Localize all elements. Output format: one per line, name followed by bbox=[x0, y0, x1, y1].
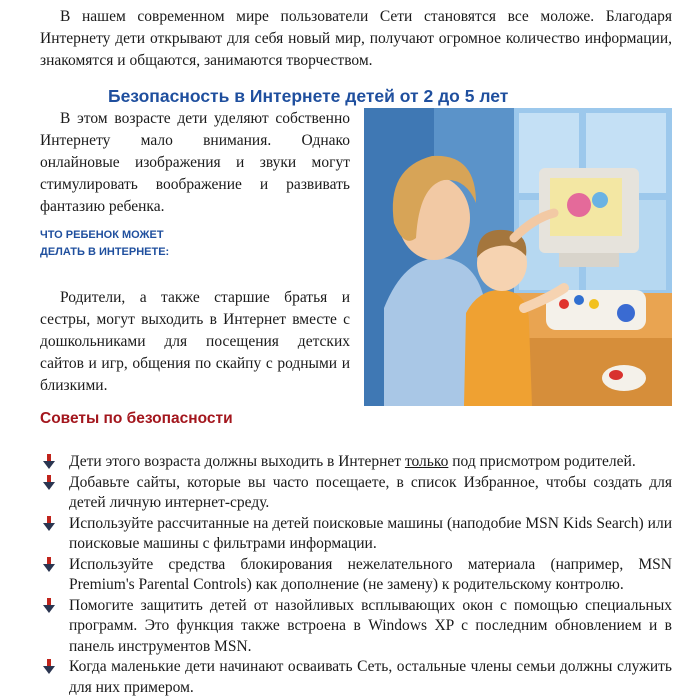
subhead-line: ЧТО РЕБЕНОК МОЖЕТ bbox=[40, 229, 164, 241]
age-paragraph: В этом возрасте дети уделяют собственно Интернету мало внимания. Однако онлайновые изображения и звуки могут стимулировать воображение и развивать фантазию ребенка. bbox=[40, 110, 350, 215]
subhead bbox=[40, 227, 350, 261]
section-title: Безопасность в Интернете детей от 2 до 5 лет bbox=[108, 86, 509, 106]
list-item bbox=[40, 514, 672, 555]
list-item bbox=[40, 473, 672, 514]
photo-mother-child-computer bbox=[364, 108, 672, 406]
tip-text: под присмотром родителей. bbox=[448, 453, 636, 470]
intro-paragraph: В нашем современном мире пользователи Сети становятся все моложе. Благодаря Интернету дети открывают для себя новый мир, получают огромное количество информации, знакомятся и общаются, занимаются творчеством. bbox=[40, 8, 672, 69]
tip-emphasis: только bbox=[404, 453, 449, 470]
arrow-down-bullet-icon bbox=[42, 454, 56, 470]
tip-text: Используйте средства блокирования нежелательного материала (например, MSN Premium's Parental Controls) как дополнение (не замену) к родительскому контролю. bbox=[69, 555, 672, 593]
list-item bbox=[40, 555, 672, 596]
photo-illustration bbox=[364, 108, 672, 406]
arrow-down-bullet-icon bbox=[42, 516, 56, 532]
list-item bbox=[40, 596, 672, 658]
tip-text: Помогите защитить детей от назойливых всплывающих окон с помощью специальных программ. Это функция также встроена в Windows XP с последним обновлением и в панель инструментов MSN. bbox=[69, 596, 672, 655]
left-column bbox=[40, 108, 350, 397]
tips-title: Советы по безопасности bbox=[40, 410, 233, 427]
list-item bbox=[40, 657, 672, 698]
tip-text: Когда маленькие дети начинают осваивать Сеть, остальные члены семьи должны служить для них примером. bbox=[69, 658, 672, 696]
safety-tips-list bbox=[40, 452, 672, 698]
tip-text: Добавьте сайты, которые вы часто посещаете, в список Избранное, чтобы создать для детей личную интернет-среду. bbox=[69, 473, 672, 511]
subhead-line: ДЕЛАТЬ В ИНТЕРНЕТЕ: bbox=[40, 246, 170, 258]
tip-text: Дети этого возраста должны выходить в Интернет bbox=[69, 453, 405, 470]
arrow-down-bullet-icon bbox=[42, 475, 56, 491]
arrow-down-bullet-icon bbox=[42, 659, 56, 675]
arrow-down-bullet-icon bbox=[42, 557, 56, 573]
arrow-down-bullet-icon bbox=[42, 598, 56, 614]
tip-text: Используйте рассчитанные на детей поисковые машины (наподобие MSN Kids Search) или поисковые машины с фильтрами информации. bbox=[69, 514, 672, 552]
list-item bbox=[40, 452, 672, 473]
parents-paragraph: Родители, а также старшие братья и сестры, могут выходить в Интернет вместе с дошкольниками для посещения детских сайтов и игр, общения по скайпу с родными и близкими. bbox=[40, 289, 350, 394]
